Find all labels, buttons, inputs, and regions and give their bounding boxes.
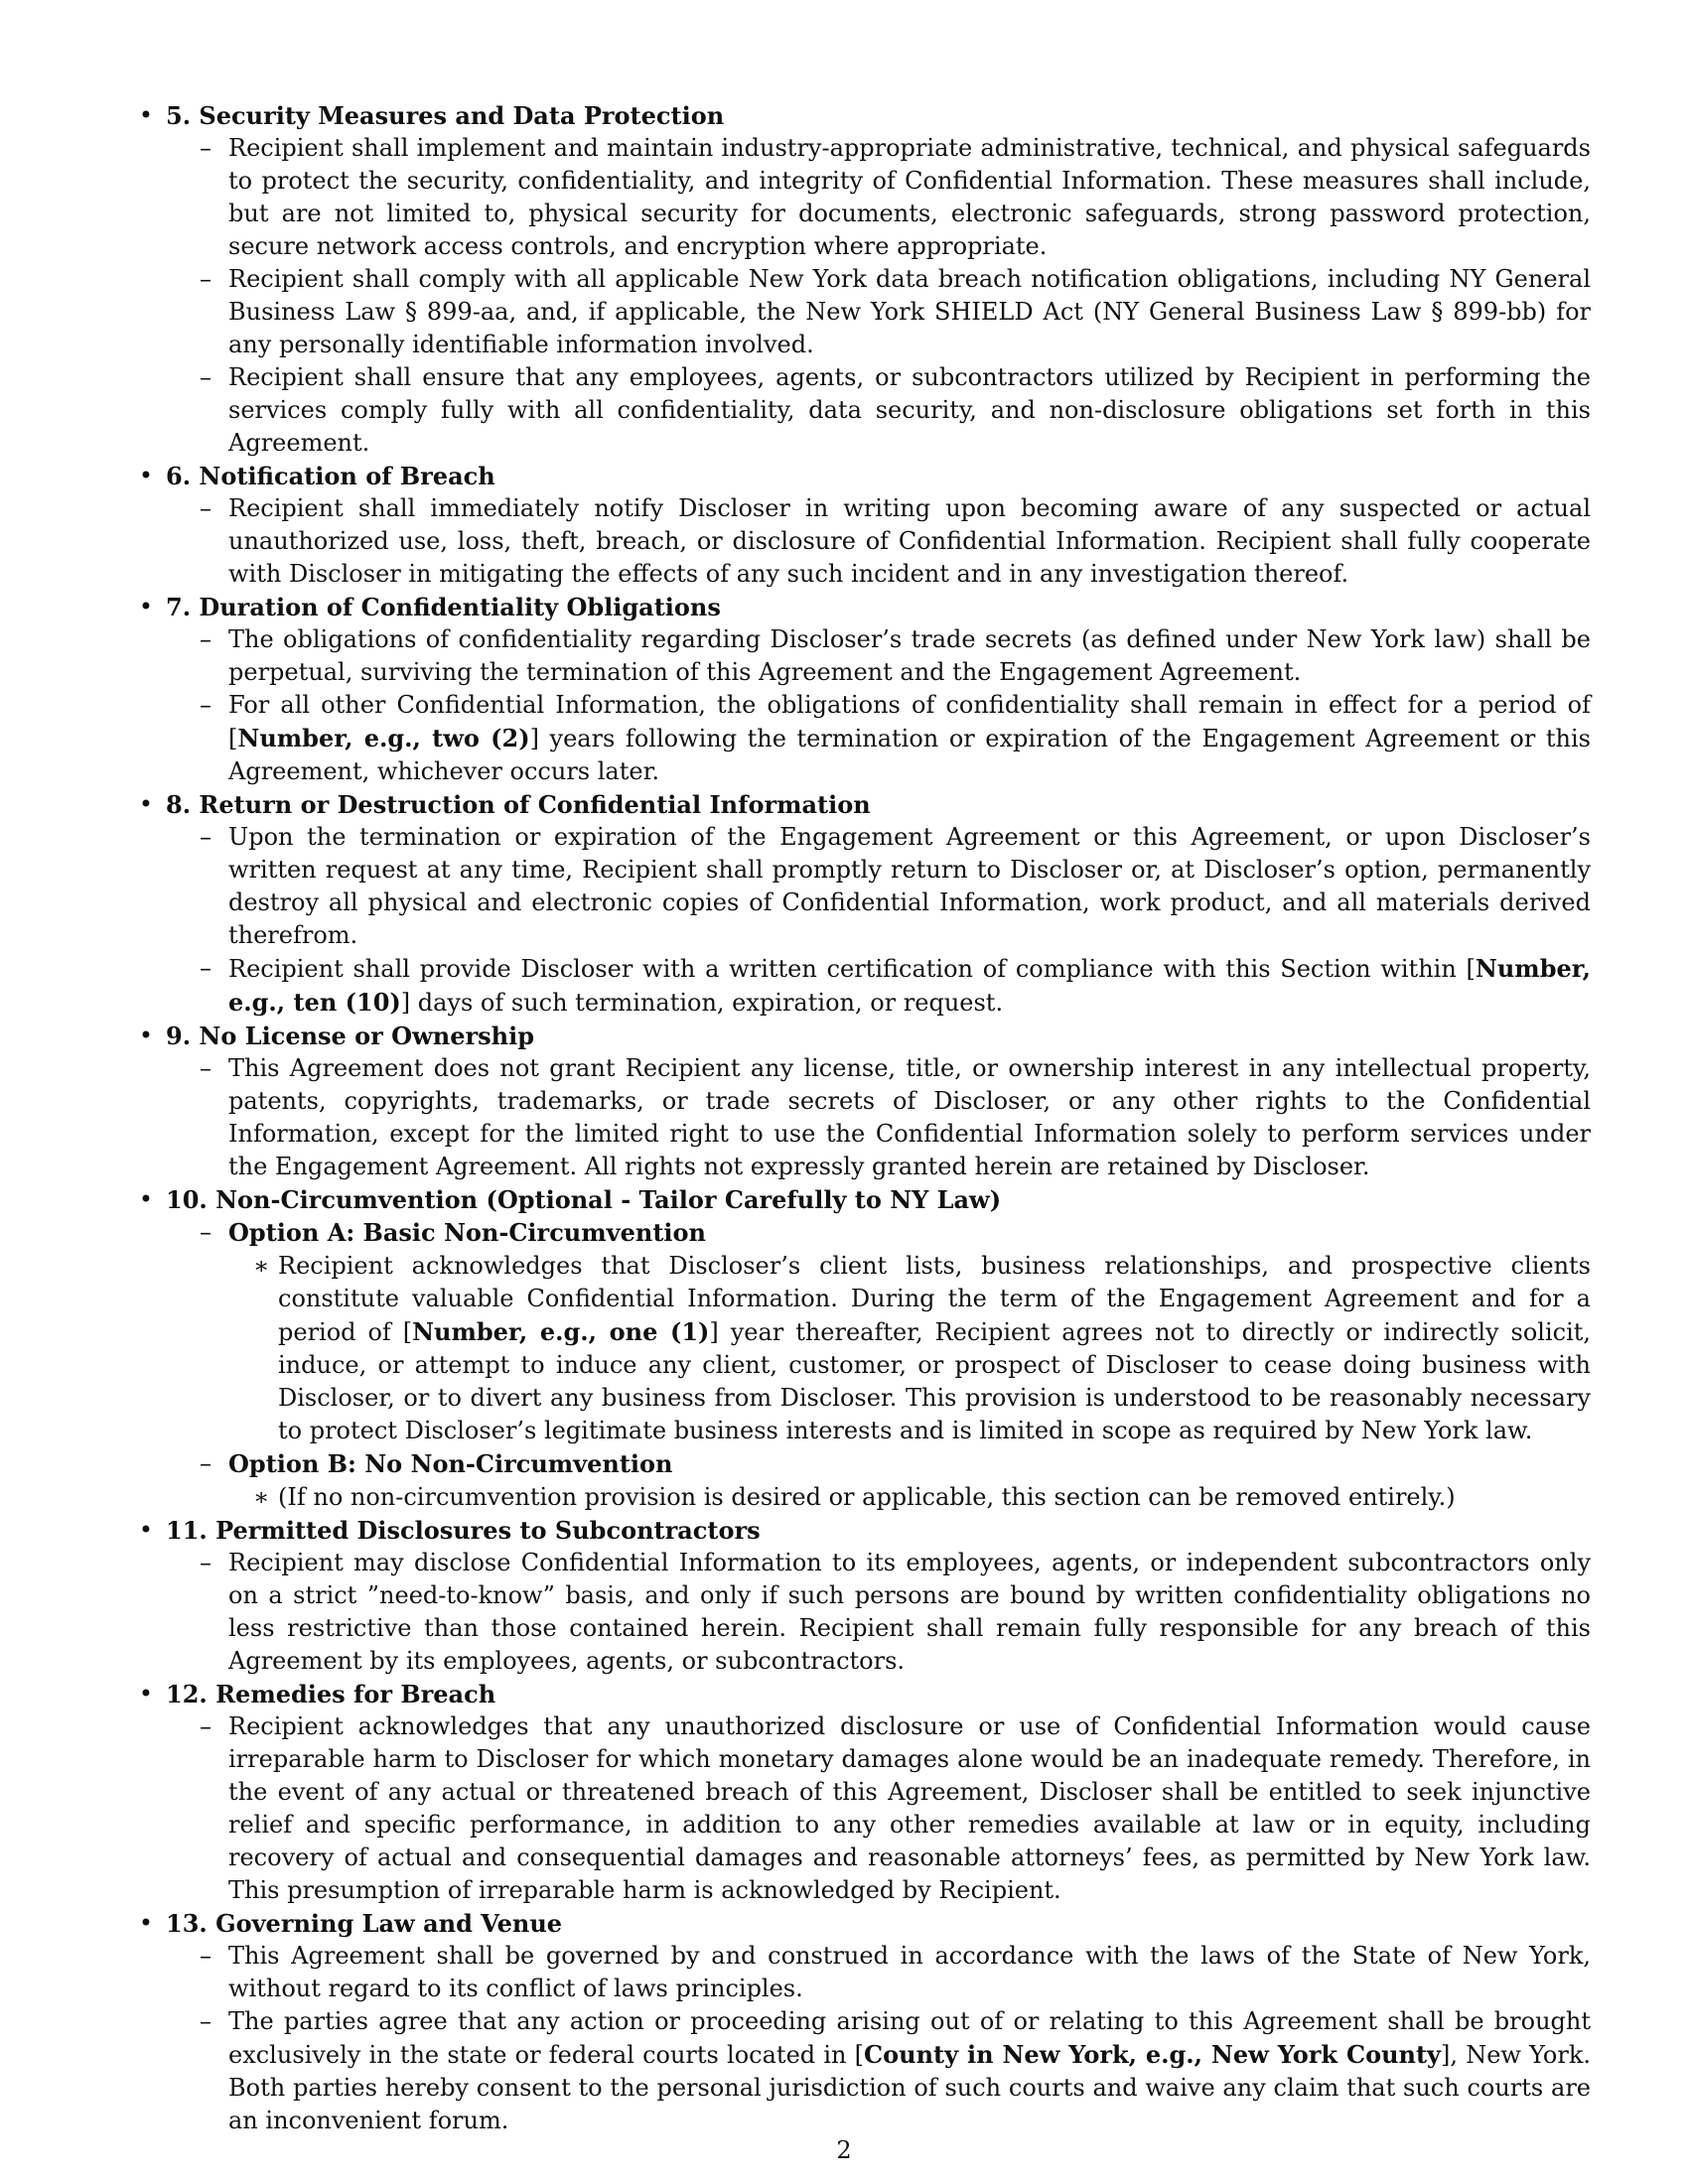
sub-clause [136, 1250, 1591, 1447]
text-run: Upon the termination or expiration of the Engagement Agreement or this Agreement, or upon Discloser’s written request at any time, Recipient shall promptly return to Discloser or, at Discloser’s option, permanently destroy all physical and electronic copies of Confidential Information, work product, and all materials derived therefrom. [228, 823, 1591, 949]
bullet-icon: • [138, 790, 154, 818]
sub-clause [136, 1481, 1591, 1514]
text-run: This Agreement does not grant Recipient any license, title, or ownership interest in any intellectual property, patents, copyrights, trademarks, or trade secrets of Discloser, or any other rights to the Confidential Information, except for the limited right to use the Confidential Information solely to perform services under the Engagement Agreement. All rights not expressly granted herein are retained by Discloser. [228, 1054, 1591, 1180]
text-run: This Agreement shall be governed by and construed in accordance with the laws of the State of New York, without regard to its conflict of laws principles. [228, 1942, 1591, 2002]
option-heading [136, 1216, 1591, 1250]
option-title: Option B: No Non-Circumvention [228, 1449, 673, 1478]
option-title: Option A: Basic Non-Circumvention [228, 1218, 706, 1247]
text-run: The obligations of confidentiality regarding Discloser’s trade secrets (as defined under New York law) shall be perpetual, surviving the termination of this Agreement and the Engagement Agreement. [228, 625, 1591, 686]
section [136, 1183, 1591, 1216]
bullet-icon: • [138, 1909, 154, 1937]
section-title: 12. Remedies for Breach [166, 1680, 496, 1708]
bullet-icon: • [138, 1680, 154, 1707]
text-run: Recipient shall provide Discloser with a written certification of compliance with this Section within [ [228, 955, 1476, 983]
dash-icon: – [200, 2007, 211, 2035]
dash-icon: – [200, 265, 211, 293]
text-run: For all other Confidential Information, the obligations of confidentiality shall remain in effect for a period of [ [228, 691, 1591, 752]
asterisk-icon: ∗ [253, 1252, 270, 1280]
clause [136, 821, 1591, 952]
clause [136, 1940, 1591, 2005]
bullet-icon: • [138, 462, 154, 489]
placeholder-field: Number, e.g., one (1) [412, 1317, 710, 1346]
dash-icon: – [200, 1449, 211, 1477]
section [136, 99, 1591, 132]
bullet-icon: • [138, 593, 154, 620]
placeholder-field: Number, e.g., two (2) [237, 724, 530, 752]
text-run: Recipient shall implement and maintain industry-appropriate administrative, technical, and physical safeguards to protect the security, confidentiality, and integrity of Confidential Information. These measures shall include, but are not limited to, physical security for documents, electronic safeguards, strong password protection, secure network access controls, and encryption where appropriate. [228, 134, 1591, 260]
option-heading [136, 1447, 1591, 1481]
section [136, 1907, 1591, 1940]
placeholder-field: Number, e.g., ten (10) [228, 954, 1591, 1017]
dash-icon: – [200, 625, 211, 653]
section-title: 6. Notification of Breach [166, 462, 495, 490]
bullet-icon: • [138, 1185, 154, 1213]
text-run: ] year thereafter, Recipient agrees not to directly or indirectly solicit, induce, or attempt to induce any client, customer, or prospect of Discloser to cease doing business with Discloser, or to divert any business from Discloser. This provision is understood to be reasonably necessary to protect Discloser’s legitimate business interests and is limited in scope as required by New York law. [278, 1318, 1592, 1444]
section [136, 460, 1591, 492]
dash-icon: – [200, 134, 211, 162]
bullet-icon: • [138, 1022, 154, 1049]
text-run: Recipient acknowledges that any unauthorized disclosure or use of Confidential Information would cause irreparable harm to Discloser for which monetary damages alone would be an inadequate remedy. Therefore, in the event of any actual or threatened breach of this Agreement, Discloser shall be entitled to seek injunctive relief and specific performance, in addition to any other remedies available at law or in equity, including recovery of actual and consequential damages and reasonable attorneys’ fees, as permitted by New York law. This presumption of irreparable harm is acknowledged by Recipient. [228, 1712, 1591, 1904]
text-run: Recipient shall immediately notify Discloser in writing upon becoming aware of any suspected or actual unauthorized use, loss, theft, breach, or disclosure of Confidential Information. Recipient shall fully cooperate with Discloser in mitigating the effects of any such incident and in any investigation thereof. [228, 494, 1591, 588]
dash-icon: – [200, 1549, 211, 1576]
section [136, 788, 1591, 821]
clause [136, 689, 1591, 788]
placeholder-field: County in New York, e.g., New York County [864, 2040, 1442, 2069]
section-title: 10. Non-Circumvention (Optional - Tailor Carefully to NY Law) [166, 1185, 1002, 1214]
dash-icon: – [200, 1712, 211, 1740]
text-run: ] days of such termination, expiration, or request. [400, 989, 1004, 1017]
clause [136, 952, 1591, 1020]
dash-icon: – [200, 1218, 211, 1246]
dash-icon: – [200, 1054, 211, 1082]
text-run: Recipient acknowledges that Discloser’s client lists, business relationships, and prospective clients constitute valuable Confidential Information. During the term of the Engagement Agreement and for a period of [ [278, 1252, 1591, 1346]
text-run: ] years following the termination or expiration of the Engagement Agreement or this Agreement, whichever occurs later. [228, 725, 1591, 785]
dash-icon: – [200, 494, 211, 522]
section [136, 591, 1591, 623]
bullet-icon: • [138, 1516, 154, 1544]
section-title: 11. Permitted Disclosures to Subcontractors [166, 1516, 761, 1545]
text-run: The parties agree that any action or proceeding arising out of or relating to this Agreement shall be brought exclusively in the state or federal courts located in [ [228, 2007, 1591, 2069]
dash-icon: – [200, 823, 211, 851]
section-title: 8. Return or Destruction of Confidential Information [166, 790, 871, 819]
dash-icon: – [200, 1942, 211, 1970]
section-title: 13. Governing Law and Venue [166, 1909, 563, 1938]
text-run: Recipient shall ensure that any employees, agents, or subcontractors utilized by Recipient in performing the services comply fully with all confidentiality, data security, and non-disclosure obligations set forth in this Agreement. [228, 363, 1591, 457]
text-run: ], New York. Both parties hereby consent to the personal jurisdiction of such courts and waive any claim that such courts are an inconvenient forum. [228, 2041, 1591, 2134]
clause [136, 492, 1591, 591]
clause [136, 263, 1591, 361]
clause [136, 1710, 1591, 1907]
clause [136, 623, 1591, 689]
section-title: 9. No License or Ownership [166, 1022, 534, 1050]
section [136, 1020, 1591, 1052]
bullet-icon: • [138, 101, 154, 129]
clause [136, 2005, 1591, 2137]
section [136, 1678, 1591, 1710]
clause [136, 1547, 1591, 1678]
document-body [136, 99, 1591, 2137]
clause [136, 1052, 1591, 1183]
dash-icon: – [200, 954, 211, 982]
text-run: Recipient shall comply with all applicable New York data breach notification obligations, including NY General Business Law § 899-aa, and, if applicable, the New York SHIELD Act (NY General Business Law § 899-bb) for any personally identifiable information involved. [228, 265, 1591, 358]
text-run: (If no non-circumvention provision is desired or applicable, this section can be removed entirely.) [278, 1483, 1456, 1511]
section-title: 7. Duration of Confidentiality Obligations [166, 593, 721, 621]
clause [136, 361, 1591, 460]
text-run: Recipient may disclose Confidential Information to its employees, agents, or independent subcontractors only on a strict ”need-to-know” basis, and only if such persons are bound by written confidentiality obligations no less restrictive than those contained herein. Recipient shall remain fully responsible for any breach of this Agreement by its employees, agents, or subcontractors. [228, 1549, 1591, 1675]
section [136, 1514, 1591, 1547]
dash-icon: – [200, 363, 211, 391]
asterisk-icon: ∗ [253, 1483, 270, 1511]
section-title: 5. Security Measures and Data Protection [166, 101, 725, 130]
clause [136, 132, 1591, 263]
dash-icon: – [200, 691, 211, 719]
page-number: 2 [836, 2136, 852, 2164]
